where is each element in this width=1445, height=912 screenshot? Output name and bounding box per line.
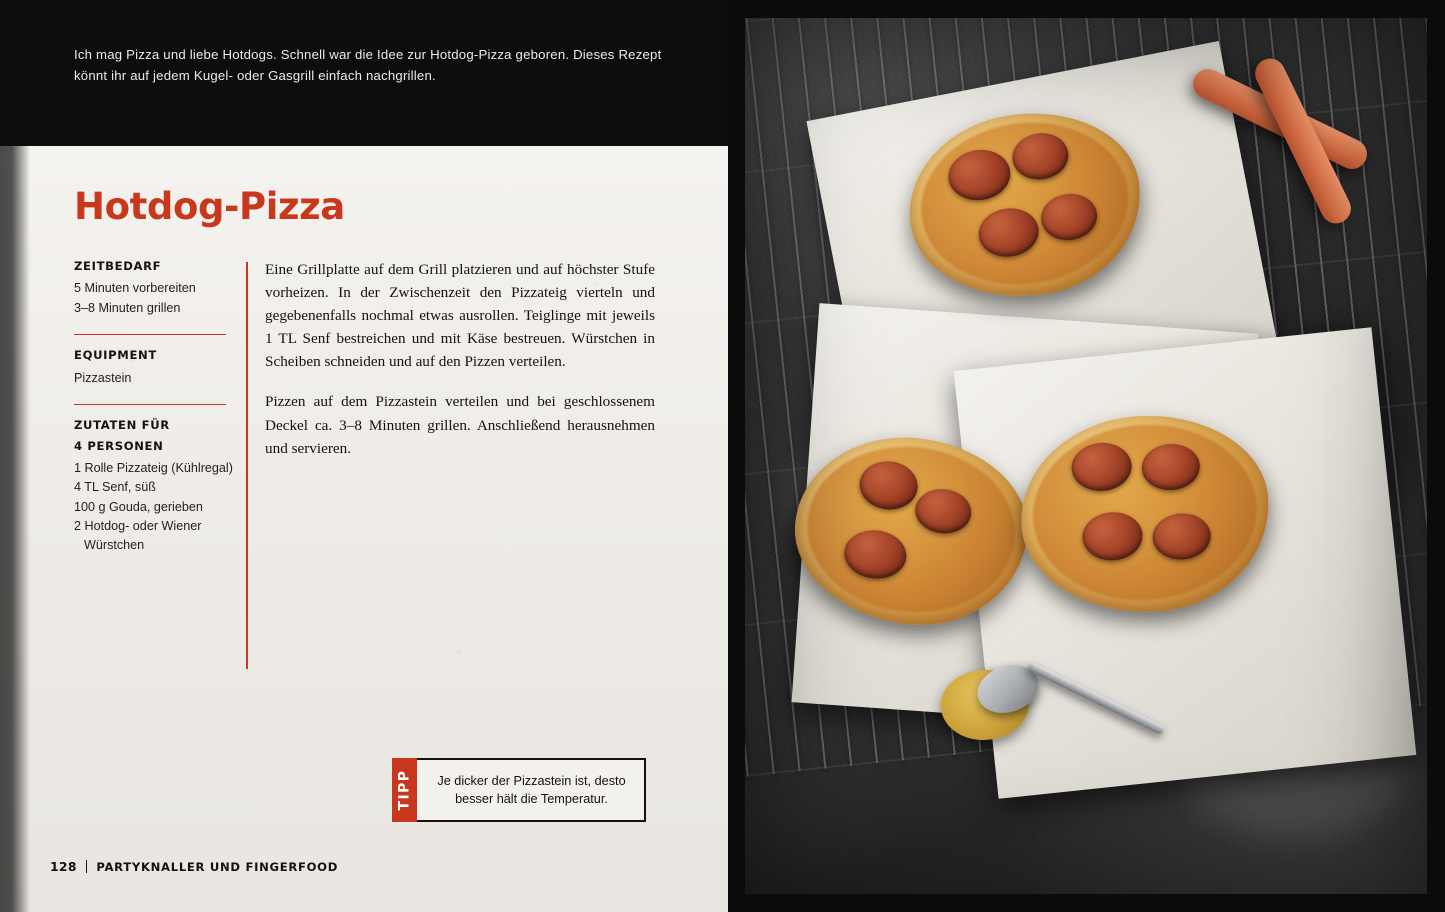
book-spine-shadow — [0, 146, 30, 912]
meta-heading-time: ZEITBEDARF — [74, 259, 162, 273]
meta-block-time — [74, 259, 242, 318]
meta-block-ingredients — [74, 418, 242, 555]
recipe-steps — [265, 258, 655, 460]
meta-body-separator — [246, 262, 248, 669]
tip-label-tab — [392, 758, 417, 822]
recipe-title: Hotdog-Pizza — [74, 185, 345, 228]
meta-divider-1 — [74, 334, 226, 336]
intro-band — [0, 0, 728, 146]
ingredient-4: 2 Hotdog- oder Wiener — [74, 518, 202, 533]
meta-block-equipment — [74, 348, 242, 388]
melted-cheese — [799, 437, 1023, 623]
meta-heading-ingredients-line2: 4 PERSONEN — [74, 438, 164, 453]
page-footer — [50, 859, 338, 874]
meta-line-time-1: 5 Minuten vorbereiten — [74, 281, 196, 296]
intro-text: Ich mag Pizza und liebe Hotdogs. Schnell war die Idee zur Hotdog-Pizza geboren. Dieses Rezept könnt ihr auf jedem Kugel- oder Gasgrill einfach nachgrillen. — [74, 47, 662, 84]
footer-section-name: PARTYKNALLER UND FINGERFOOD — [96, 859, 339, 874]
melted-cheese — [1027, 417, 1263, 607]
ingredient-4-cont: Würstchen — [84, 537, 145, 552]
recipe-step-2: Pizzen auf dem Pizzastein verteilen und bei geschlossenem Deckel ca. 3–8 Minuten grillen. Anschließend herausnehmen und servieren. — [265, 393, 655, 457]
tip-box — [392, 758, 646, 822]
tip-label: TIPP — [396, 769, 413, 811]
page-number: 128 — [50, 859, 77, 874]
tip-text: Je dicker der Pizzastein ist, desto besser hält die Temperatur. — [437, 773, 626, 806]
meta-divider-2 — [74, 404, 226, 406]
recipe-photo — [745, 18, 1427, 894]
recipe-step-1: Eine Grillplatte auf dem Grill platzieren und auf höchster Stufe vorheizen. In der Zwischenzeit den Pizzateig vierteln und gegebenenfalls nochmal etwas ausrollen. Teiglinge mit jeweils 1 TL Senf bestreichen und mit Käse bestreuen. Würstchen in Scheiben schneiden und auf den Pizzen verteilen. — [265, 261, 655, 371]
recipe-page — [0, 146, 728, 912]
meta-heading-equipment: EQUIPMENT — [74, 348, 157, 363]
recipe-meta-column — [74, 259, 242, 571]
meta-line-equipment-1: Pizzastein — [74, 370, 132, 385]
footer-divider — [86, 860, 88, 873]
ingredient-3: 100 g Gouda, gerieben — [74, 499, 203, 514]
ingredient-1: 1 Rolle Pizzateig (Kühlregal) — [74, 461, 233, 476]
meta-heading-ingredients-line1: ZUTATEN FÜR — [74, 418, 170, 433]
meta-line-time-2: 3–8 Minuten grillen — [74, 300, 181, 315]
ingredient-2: 4 TL Senf, süß — [74, 480, 156, 495]
